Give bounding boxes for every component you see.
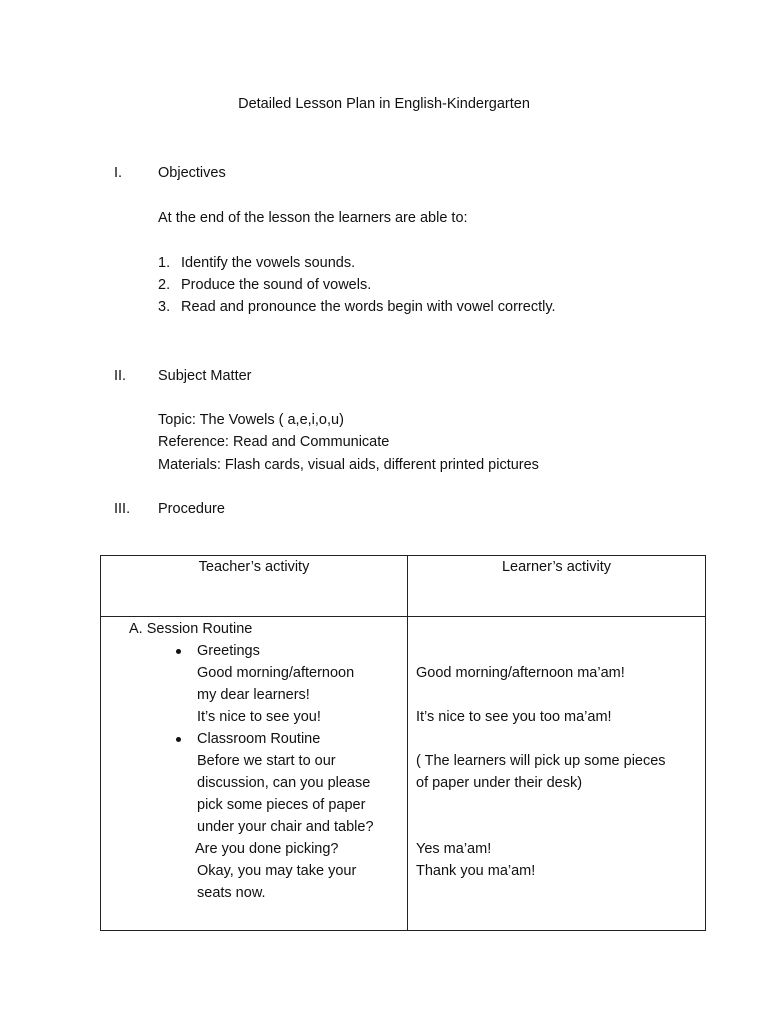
teacher-line: Are you done picking? — [195, 841, 339, 857]
section-heading-objectives: Objectives — [158, 165, 226, 181]
teacher-line: Good morning/afternoon — [197, 665, 355, 681]
objective-item: Identify the vowels sounds. — [181, 255, 356, 271]
teacher-line: Okay, you may take your — [197, 863, 357, 879]
section-numeral-procedure: III. — [114, 501, 131, 517]
teacher-line: Before we start to our — [197, 753, 336, 769]
learner-line: of paper under their desk) — [416, 775, 583, 791]
objective-item: Produce the sound of vowels. — [181, 277, 372, 293]
learner-activity-cell — [408, 617, 706, 931]
bullet-icon — [176, 737, 181, 742]
subject-reference: Reference: Read and Communicate — [158, 434, 390, 450]
objective-number: 3. — [158, 299, 171, 315]
header-learner-activity: Learner’s activity — [408, 556, 706, 617]
teacher-activity-cell — [101, 617, 408, 931]
teacher-line: discussion, can you please — [197, 775, 371, 791]
teacher-line: pick some pieces of paper — [197, 797, 366, 813]
objective-number: 1. — [158, 255, 171, 271]
bullet-icon — [176, 649, 181, 654]
teacher-line: my dear learners! — [197, 687, 310, 703]
teacher-line: seats now. — [197, 885, 266, 901]
subject-materials: Materials: Flash cards, visual aids, different printed pictures — [158, 457, 539, 473]
section-heading-subject-matter: Subject Matter — [158, 368, 252, 384]
objective-item: Read and pronounce the words begin with vowel correctly. — [181, 299, 556, 315]
learner-line: Yes ma’am! — [416, 841, 492, 857]
teacher-line: under your chair and table? — [197, 819, 374, 835]
objectives-intro: At the end of the lesson the learners are able to: — [158, 210, 468, 226]
subject-topic: Topic: The Vowels ( a,e,i,o,u) — [158, 412, 344, 428]
learner-line: Thank you ma’am! — [416, 863, 536, 879]
section-heading-procedure: Procedure — [158, 501, 225, 517]
table-row — [101, 617, 706, 931]
greetings-label: Greetings — [197, 643, 260, 659]
procedure-table — [100, 555, 706, 931]
session-routine-label: A. Session Routine — [129, 621, 253, 637]
learner-line: Good morning/afternoon ma’am! — [416, 665, 625, 681]
document-title: Detailed Lesson Plan in English-Kindergarten — [238, 96, 530, 112]
table-header-row — [101, 556, 706, 617]
header-teacher-activity: Teacher’s activity — [101, 556, 408, 617]
teacher-line: It’s nice to see you! — [197, 709, 321, 725]
learner-line: ( The learners will pick up some pieces — [416, 753, 666, 769]
objective-number: 2. — [158, 277, 171, 293]
section-numeral-objectives: I. — [114, 165, 123, 181]
learner-line: It’s nice to see you too ma’am! — [416, 709, 612, 725]
section-numeral-subject-matter: II. — [114, 368, 127, 384]
classroom-routine-label: Classroom Routine — [197, 731, 321, 747]
